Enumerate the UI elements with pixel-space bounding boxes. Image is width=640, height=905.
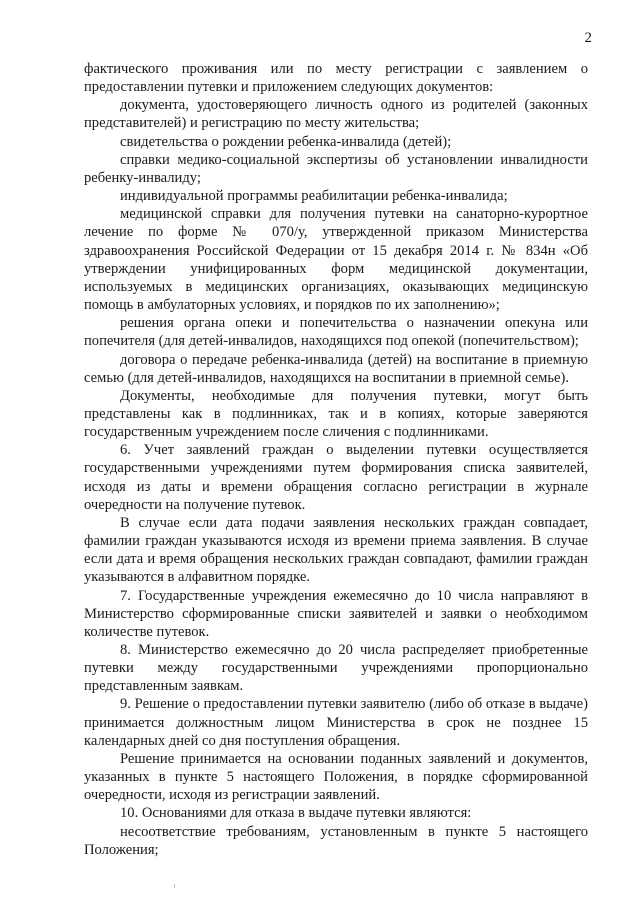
paragraph: документа, удостоверяющего личность одного из родителей (законных представителей) и регистрацию по месту жительства;	[84, 97, 588, 132]
paragraph: решения органа опеки и попечительства о назначении опекуна или попечителя (для детей-инвалидов, находящихся под опекой (попечительством);	[84, 315, 588, 350]
paragraph: несоответствие требованиям, установленным в пункте 5 настоящего Положения;	[84, 823, 588, 858]
paragraph: договора о передаче ребенка-инвалида (детей) на воспитание в приемную семью (для детей-инвалидов, находящихся на воспитании в приемной семье).	[84, 351, 588, 386]
paragraph: 6. Учет заявлений граждан о выделении путевки осуществляется государственными учреждениями путем формирования списка заявителей, исходя из даты и времени обращения согласно регистрации в журнале очередности на получение путевок.	[84, 442, 588, 513]
paragraph: справки медико-социальной экспертизы об установлении инвалидности ребенку-инвалиду;	[84, 151, 588, 186]
document-body	[84, 60, 588, 859]
paragraph: Документы, необходимые для получения путевки, могут быть представлены как в подлинниках, так и в копиях, которые заверяются государственным учреждением после сличения с подлинниками.	[84, 387, 588, 441]
paragraph: 10. Основаниями для отказа в выдаче путевки являются:	[120, 805, 472, 822]
paragraph: медицинской справки для получения путевки на санаторно-курортное лечение по форме № 070/у, утвержденной приказом Министерства здравоохранения Российской Федерации от 15 декабря 2014 г. № 834н «Об утверждении унифицированных форм медицинской документации, используемых в медицинских организациях, оказывающих медицинскую помощь в амбулаторных условиях, и порядков по их заполнению»;	[84, 206, 588, 314]
scan-artifact	[174, 884, 175, 888]
paragraph: индивидуальной программы реабилитации ребенка-инвалида;	[120, 188, 508, 205]
paragraph: 8. Министерство ежемесячно до 20 числа распределяет приобретенные путевки между государственными учреждениями пропорционально представленным заявкам.	[84, 642, 588, 695]
paragraph: свидетельства о рождении ребенка-инвалида (детей);	[120, 133, 452, 150]
paragraph: В случае если дата подачи заявления нескольких граждан совпадает, фамилии граждан указываются исходя из времени приема заявления. В случае если дата и время обращения нескольких граждан совпадают, фамилии граждан указываются в алфавитном порядке.	[84, 514, 588, 586]
page-number: 2	[584, 30, 592, 46]
paragraph: 7. Государственные учреждения ежемесячно до 10 числа направляют в Министерство сформированные списки заявителей и заявки о необходимом количестве путевок.	[84, 587, 588, 640]
paragraph: Решение принимается на основании поданных заявлений и документов, указанных в пункте 5 настоящего Положения, в порядке сформированной очередности, исходя из регистрации заявлений.	[84, 750, 588, 804]
paragraph: 9. Решение о предоставлении путевки заявителю (либо об отказе в выдаче) принимается должностным лицом Министерства в срок не позднее 15 календарных дней со дня поступления обращения.	[84, 696, 588, 749]
paragraph: фактического проживания или по месту регистрации с заявлением о предоставлении путевки и приложением следующих документов:	[84, 61, 588, 96]
